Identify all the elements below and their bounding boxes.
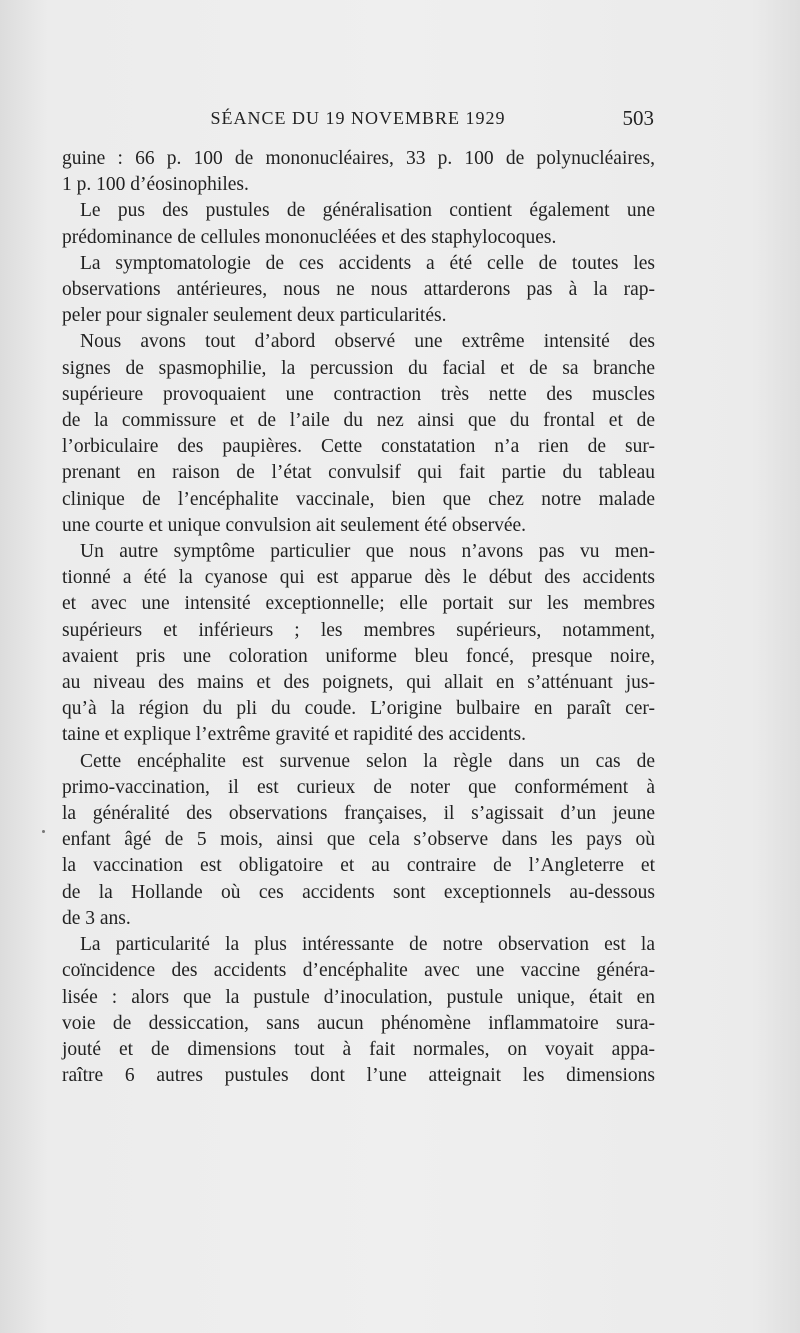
text-line: La particularité la plus intéressante de notre observation est la <box>80 934 655 956</box>
page-number: 503 <box>622 106 654 130</box>
text-line: au niveau des mains et des poignets, qui allait en s’atténuant jus- <box>62 672 655 694</box>
paragraph <box>62 251 655 330</box>
text-line: 1 p. 100 d’éosinophiles. <box>62 174 249 196</box>
text-line: voie de dessiccation, sans aucun phénomène inflammatoire sura- <box>62 1012 655 1034</box>
text-line: prédominance de cellules mononucléées et des staphylocoques. <box>62 226 557 248</box>
text-line: supérieurs et inférieurs ; les membres supérieurs, notamment, <box>62 619 655 641</box>
text-line: La symptomatologie de ces accidents a été celle de toutes les <box>80 252 655 274</box>
text-line: et avec une intensité exceptionnelle; elle portait sur les membres <box>62 593 655 615</box>
text-line: supérieure provoquaient une contraction très nette des muscles <box>62 383 655 405</box>
text-line: signes de spasmophilie, la percussion du facial et de sa branche <box>62 357 655 379</box>
paragraph <box>62 329 655 539</box>
text-line: Un autre symptôme particulier que nous n’avons pas vu men- <box>80 541 655 563</box>
paragraph <box>62 198 655 250</box>
body-text <box>62 146 655 1089</box>
text-line: clinique de l’encéphalite vaccinale, bien que chez notre malade <box>62 488 655 510</box>
text-line: raître 6 autres pustules dont l’une atteignait les dimensions <box>62 1065 655 1087</box>
text-line: taine et explique l’extrême gravité et rapidité des accidents. <box>62 724 527 746</box>
text-line: coïncidence des accidents d’encéphalite avec une vaccine généra- <box>62 960 655 982</box>
text-line: de la Hollande où ces accidents sont exceptionnels au-dessous <box>62 881 655 903</box>
text-line: prenant en raison de l’état convulsif qui fait partie du tableau <box>62 462 655 484</box>
paragraph <box>62 539 655 749</box>
paragraph <box>62 749 655 932</box>
text-line: jouté et de dimensions tout à fait normales, on voyait appa- <box>62 1038 655 1060</box>
text-line: de la commissure et de l’aile du nez ainsi que du frontal et de <box>62 410 655 432</box>
page-header <box>62 104 654 136</box>
text-line: Le pus des pustules de généralisation contient également une <box>80 200 655 222</box>
margin-speck <box>42 830 45 833</box>
text-line: peler pour signaler seulement deux particularités. <box>62 305 447 327</box>
text-line: primo-vaccination, il est curieux de noter que conformément à <box>62 776 655 798</box>
text-line: guine : 66 p. 100 de mononucléaires, 33 p. 100 de polynucléaires, <box>62 148 655 169</box>
text-line: tionné a été la cyanose qui est apparue dès le début des accidents <box>62 567 655 589</box>
paragraph <box>62 932 655 1089</box>
running-title: SÉANCE DU 19 NOVEMBRE 1929 <box>210 108 506 128</box>
text-line: Nous avons tout d’abord observé une extrême intensité des <box>80 331 655 353</box>
text-line: de 3 ans. <box>62 907 131 929</box>
text-line: lisée : alors que la pustule d’inoculation, pustule unique, était en <box>62 986 655 1008</box>
text-line: la généralité des observations françaises, il s’agissait d’un jeune <box>62 803 655 825</box>
text-line: observations antérieures, nous ne nous attarderons pas à la rap- <box>62 279 655 301</box>
text-line: Cette encéphalite est survenue selon la règle dans un cas de <box>80 750 655 772</box>
text-line: avaient pris une coloration uniforme bleu foncé, presque noire, <box>62 645 655 667</box>
paragraph <box>62 146 655 198</box>
text-line: la vaccination est obligatoire et au contraire de l’Angleterre et <box>62 855 655 877</box>
text-line: l’orbiculaire des paupières. Cette constatation n’a rien de sur- <box>62 436 655 458</box>
text-line: enfant âgé de 5 mois, ainsi que cela s’observe dans les pays où <box>62 829 655 851</box>
text-line: qu’à la région du pli du coude. L’origine bulbaire en paraît cer- <box>62 698 655 720</box>
text-line: une courte et unique convulsion ait seulement été observée. <box>62 514 527 536</box>
